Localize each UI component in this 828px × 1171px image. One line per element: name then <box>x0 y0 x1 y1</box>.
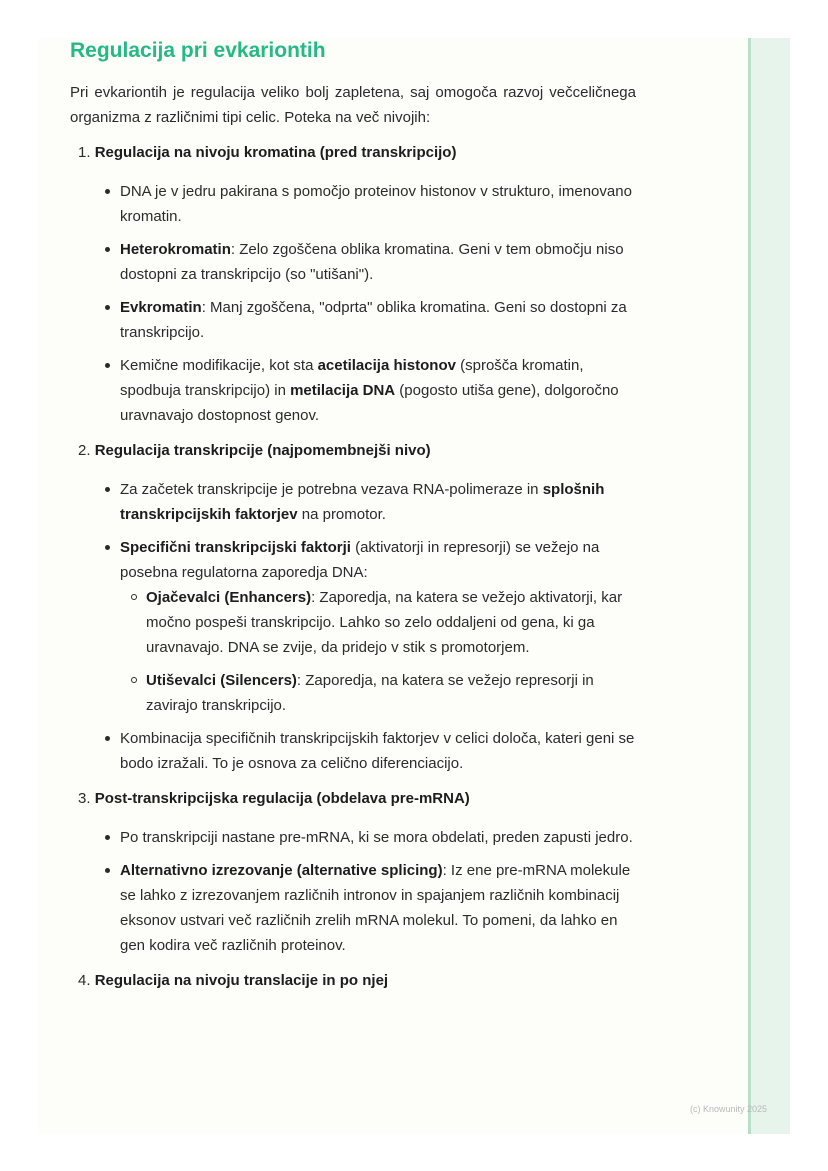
list-item <box>120 477 636 527</box>
sub-bullets <box>120 585 636 718</box>
sections-list <box>70 140 636 993</box>
bold-term: Ojačevalci (Enhancers) <box>146 589 312 606</box>
section-number: 1. <box>78 144 91 161</box>
page-title: Regulacija pri evkariontih <box>70 39 326 62</box>
bullet-text: : Iz ene pre-mRNA molekule se lahko z izrezovanjem različnih intronov in spajanjem različnih kombinacij eksonov ustvari več različnih zrelih mRNA molekul. To pomeni, da lahko en gen kodira več različnih proteinov. <box>120 862 631 954</box>
bullet-text: Kombinacija specifičnih transkripcijskih faktorjev v celici določa, kateri geni se bodo izražali. To je osnova za celično diferenciacijo. <box>120 730 635 772</box>
bold-term: metilacija DNA <box>290 382 396 399</box>
section-1-heading <box>78 140 636 165</box>
sub-list-item <box>146 668 636 718</box>
section-3-bullets <box>70 825 636 958</box>
section-number: 2. <box>78 442 91 459</box>
section-title: Post-transkripcijska regulacija (obdelava pre-mRNA) <box>94 790 470 807</box>
section-4 <box>70 968 636 993</box>
section-2-heading <box>78 438 636 463</box>
section-title: Regulacija na nivoju translacije in po njej <box>94 972 389 989</box>
section-1-bullets <box>70 179 636 428</box>
section-2 <box>70 438 636 776</box>
bold-term: Utiševalci (Silencers) <box>146 672 297 689</box>
bold-term: Evkromatin <box>120 299 202 316</box>
bullet-text: Kemične modifikacije, kot sta <box>120 357 318 374</box>
side-rail <box>748 38 790 1134</box>
copyright-footer: (c) Knowunity 2025 <box>690 1104 768 1114</box>
side-rail-line <box>748 38 751 1134</box>
list-item <box>120 858 636 958</box>
bullet-text: Po transkripciji nastane pre-mRNA, ki se mora obdelati, preden zapusti jedro. <box>120 829 633 846</box>
bullet-text: : Zelo zgoščena oblika kromatina. Geni v tem območju niso dostopni za transkripcijo (so "utišani"). <box>120 241 624 283</box>
section-3 <box>70 786 636 958</box>
list-item <box>120 535 636 718</box>
bold-term: splošnih transkripcijskih faktorjev <box>120 481 605 523</box>
bold-term: Alternativno izrezovanje (alternative splicing) <box>120 862 443 879</box>
bullet-text: DNA je v jedru pakirana s pomočjo proteinov histonov v strukturo, imenovano kromatin. <box>120 183 632 225</box>
bullet-text: (aktivatorji in represorji) se vežejo na posebna regulatorna zaporedja DNA: <box>120 539 600 581</box>
bullet-text: (sprošča kromatin, spodbuja transkripcijo) in <box>120 357 584 399</box>
bullet-text: : Zaporedja, na katera se vežejo represorji in zavirajo transkripcijo. <box>146 672 594 714</box>
document-content <box>70 36 636 1007</box>
bullet-text: (pogosto utiša gene), dolgoročno uravnavajo dostopnost genov. <box>120 382 619 424</box>
list-item <box>120 237 636 287</box>
list-item <box>120 295 636 345</box>
section-2-bullets <box>70 477 636 776</box>
bullet-text: na promotor. <box>297 506 386 523</box>
section-number: 4. <box>78 972 91 989</box>
list-item <box>120 179 636 229</box>
bullet-text: Za začetek transkripcije je potrebna vezava RNA-polimeraze in <box>120 481 543 498</box>
section-title: Regulacija na nivoju kromatina (pred transkripcijo) <box>94 144 457 161</box>
list-item <box>120 825 636 850</box>
list-item <box>120 353 636 428</box>
sub-list-item <box>146 585 636 660</box>
bullet-text: : Manj zgoščena, "odprta" oblika kromatina. Geni so dostopni za transkripcijo. <box>120 299 627 341</box>
bold-term: acetilacija histonov <box>317 357 456 374</box>
bullet-text: : Zaporedja, na katera se vežejo aktivatorji, kar močno pospeši transkripcijo. Lahko so zelo oddaljeni od gena, ki ga uravnavajo. DNA se zvije, da pridejo v stik s promotorjem. <box>146 589 623 656</box>
intro-paragraph: Pri evkariontih je regulacija veliko bolj zapletena, saj omogoča razvoj večceličnega organizma z različnimi tipi celic. Poteka na več nivojih: <box>70 84 636 126</box>
section-3-heading <box>78 786 636 811</box>
section-1 <box>70 140 636 428</box>
bold-term: Heterokromatin <box>120 241 231 258</box>
section-title: Regulacija transkripcije (najpomembnejši nivo) <box>94 442 431 459</box>
section-number: 3. <box>78 790 91 807</box>
bold-term: Specifični transkripcijski faktorji <box>120 539 351 556</box>
section-4-heading <box>78 968 636 993</box>
list-item <box>120 726 636 776</box>
